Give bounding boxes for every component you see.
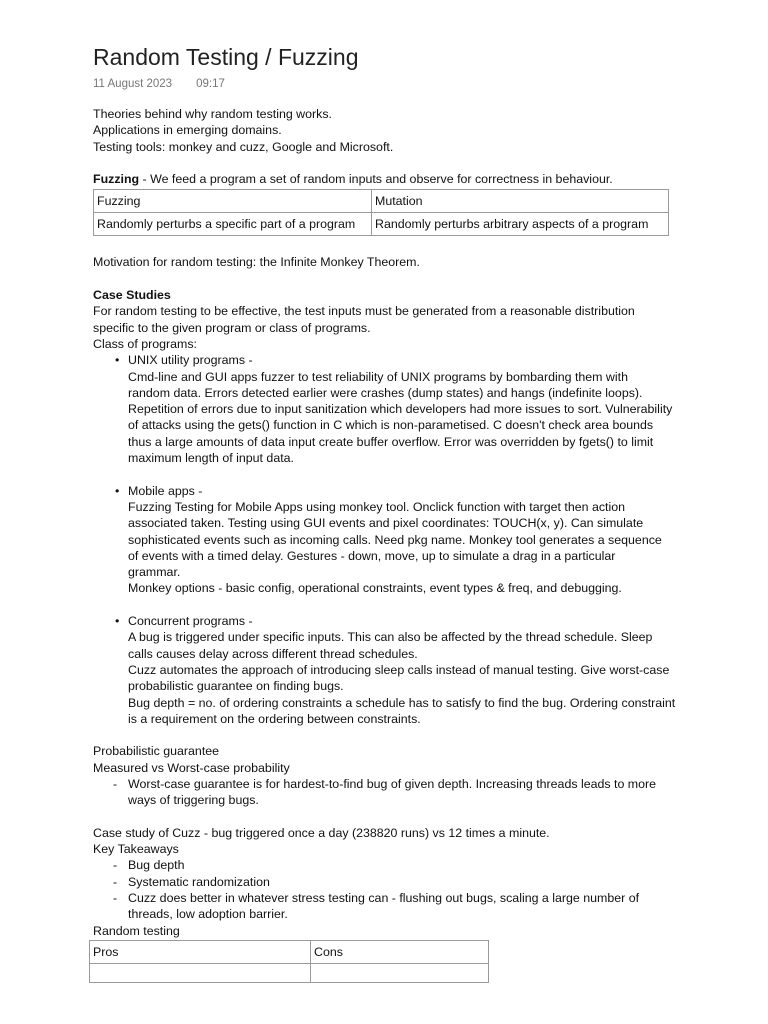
list-item-text: Cuzz does better in whatever stress testing can - flushing out bugs, scaling a large number of threads, low adoption barrier. [128,891,640,922]
note-meta [93,76,693,92]
fuzzing-text: - We feed a program a set of random inputs and observe for correctness in behaviour. [139,172,613,187]
note-time: 09:17 [196,78,225,90]
list-item-body: Cuzz automates the approach of introducing sleep calls instead of manual testing. Give worst-case probabilistic guarantee on finding bugs. [128,662,670,694]
list-item-text: Bug depth [128,858,185,873]
bullet-marker: • [115,353,120,368]
list-spacer [128,466,693,482]
list-item [115,483,663,597]
probabilistic-subheading: Measured vs Worst-case probability [93,760,290,775]
fuzzing-mutation-table [93,189,669,236]
list-item-body: Monkey options - basic config, operational constraints, event types & freq, and debugging. [128,581,622,596]
list-item-title: UNIX utility programs - [128,353,253,368]
case-studies-paragraph: For random testing to be effective, the test inputs must be generated from a reasonable distribution specific to the given program or class of programs. [93,304,635,335]
dash-marker: - [113,776,118,791]
class-of-programs-label: Class of programs: [93,336,197,351]
list-item-title: Concurrent programs - [128,614,253,629]
random-testing-label: Random testing [93,923,180,938]
list-item-text: Worst-case guarantee is for hardest-to-find bug of given depth. Increasing threads leads to more ways of triggering bugs. [128,776,657,808]
motivation-line: Motivation for random testing: the Infinite Monkey Theorem. [93,255,420,270]
list-item-body: Cmd-line and GUI apps fuzzer to test reliability of UNIX programs by bombarding them with random data. Errors detected earlier were crashes (dump states) and hangs (indefinite loops). Repetition of errors due to input sanitization which developers had more issues to sort. Vulnerability of attacks using the gets() function in C which is non-parametised. C doesn't check area bounds thus a large amounts of data input create buffer overflow. Error was overridden by fgets() to limit maximum length of input data. [128,369,673,466]
probabilistic-heading: Probabilistic guarantee [93,744,220,759]
table-row [90,963,489,982]
note-page [93,40,693,983]
bullet-marker: • [115,483,120,498]
table-row [94,190,669,213]
case-studies-heading: Case Studies [93,288,171,303]
table-cell [90,963,311,982]
table-cell: Randomly perturbs a specific part of a program [94,213,372,236]
dash-marker: - [113,891,118,906]
takeaways-list [93,857,693,922]
table-row [94,213,669,236]
note-date: 11 August 2023 [93,78,173,90]
probabilistic-list [93,776,693,809]
list-item [113,857,693,873]
intro-line: Theories behind why random testing works. [93,107,332,121]
program-class-list [93,352,693,727]
table-header-cell: Cons [311,940,489,963]
pros-cons-table [89,940,489,983]
intro-line: Testing tools: monkey and cuzz, Google and Microsoft. [93,139,394,154]
list-item-body: Bug depth = no. of ordering constraints a schedule has to satisfy to find the bug. Ordering constraint is a requirement on the ordering between constraints. [128,695,676,726]
key-takeaways-label: Key Takeaways [93,842,179,857]
table-header-cell: Fuzzing [94,190,372,213]
list-item [113,890,668,923]
list-spacer [128,597,693,613]
dash-marker: - [113,858,118,873]
list-item [115,352,673,466]
list-item-body: A bug is triggered under specific inputs. This can also be affected by the thread schedule. Sleep calls causes delay across different thread schedules. [128,630,653,661]
list-item [113,874,693,890]
list-item [115,613,676,727]
table-cell: Randomly perturbs arbitrary aspects of a program [372,213,669,236]
fuzzing-definition [93,171,693,187]
list-item-title: Mobile apps - [128,483,203,498]
page-title: Random Testing / Fuzzing [93,44,359,70]
table-header-cell: Pros [90,940,311,963]
table-header-cell: Mutation [372,190,669,213]
cuzz-case-study: Case study of Cuzz - bug triggered once a day (238820 runs) vs 12 times a minute. [93,825,550,840]
fuzzing-term: Fuzzing [93,172,140,187]
table-cell [311,963,489,982]
dash-marker: - [113,874,118,889]
list-item [113,776,663,809]
bullet-marker: • [115,614,120,629]
table-row [90,940,489,963]
list-item-text: Systematic randomization [128,874,270,889]
list-item-body: Fuzzing Testing for Mobile Apps using monkey tool. Onclick function with target then action associated taken. Testing using GUI events and pixel coordinates: TOUCH(x, y). Can simulate sophisticated events such as incoming calls. Need pkg name. Monkey tool generates a sequence of events with a timed delay. Gestures - down, move, up to simulate a drag in a particular grammar. [128,499,662,580]
intro-line: Applications in emerging domains. [93,123,282,138]
